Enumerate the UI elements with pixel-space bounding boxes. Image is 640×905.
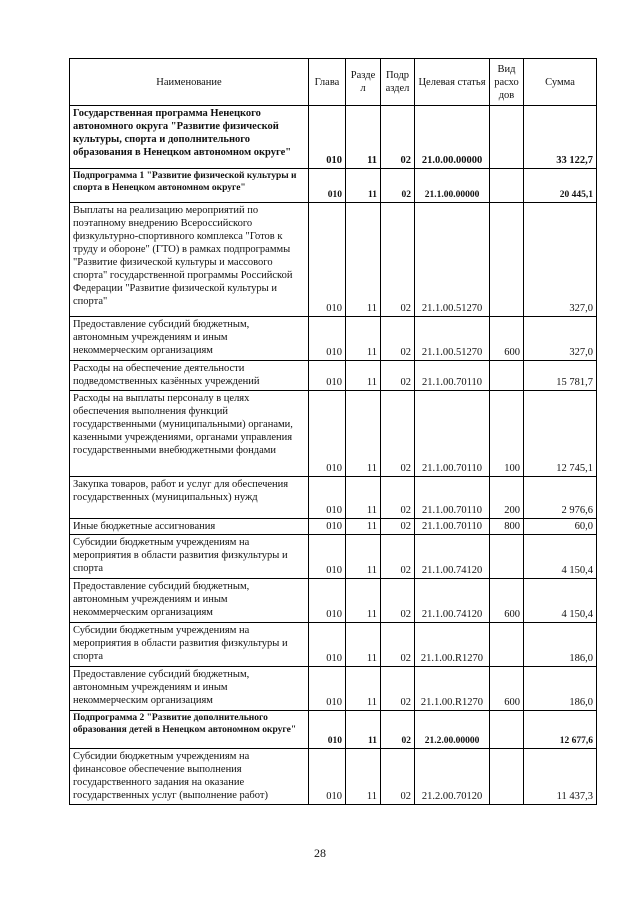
row-podrazdel: 02: [381, 667, 415, 711]
row-name: Субсидии бюджетным учреждениям на финансовое обеспечение выполнения государственного задания на оказание государственных услуг (выполнение работ): [70, 749, 309, 805]
row-name: Предоставление субсидий бюджетным, автономным учреждениям и иным некоммерческим организациям: [70, 667, 309, 711]
table-row: [70, 477, 597, 519]
row-summa: 15 781,7: [524, 361, 597, 391]
row-statya: 21.1.00.70110: [415, 361, 490, 391]
row-razdel: 11: [346, 106, 381, 169]
row-podrazdel: 02: [381, 361, 415, 391]
row-summa: 20 445,1: [524, 169, 597, 203]
row-podrazdel: 02: [381, 169, 415, 203]
row-podrazdel: 02: [381, 106, 415, 169]
row-name: Закупка товаров, работ и услуг для обеспечения государственных (муниципальных) нужд: [70, 477, 309, 519]
table-row: [70, 623, 597, 667]
row-vid: 100: [490, 391, 524, 477]
row-name: Субсидии бюджетным учреждениям на мероприятия в области развития физкультуры и спорта: [70, 535, 309, 579]
row-name: Выплаты на реализацию мероприятий по поэтапному внедрению Всероссийского физкультурно-спортивного комплекса "Готов к труду и обороне" (ГТО) в рамках подпрограммы "Развитие физической культуры и массового спорта" государственной программы Российской Федерации "Развитие физической культуры и спорта": [70, 203, 309, 317]
row-vid: 600: [490, 667, 524, 711]
header-summa: Сумма: [524, 59, 597, 106]
row-vid: [490, 749, 524, 805]
row-glava: 010: [309, 203, 346, 317]
row-razdel: 11: [346, 535, 381, 579]
table-row: [70, 106, 597, 169]
header-glava: Глава: [309, 59, 346, 106]
row-name: Расходы на обеспечение деятельности подведомственных казённых учреждений: [70, 361, 309, 391]
row-statya: 21.1.00.70110: [415, 391, 490, 477]
row-glava: 010: [309, 579, 346, 623]
header-razdel: Разде л: [346, 59, 381, 106]
row-glava: 010: [309, 477, 346, 519]
table-row: [70, 519, 597, 535]
row-razdel: 11: [346, 169, 381, 203]
row-summa: 4 150,4: [524, 579, 597, 623]
budget-table: [69, 58, 597, 805]
row-summa: 327,0: [524, 203, 597, 317]
row-statya: 21.0.00.00000: [415, 106, 490, 169]
row-statya: 21.2.00.00000: [415, 711, 490, 749]
page-number: 28: [314, 846, 326, 860]
row-summa: 186,0: [524, 623, 597, 667]
row-razdel: 11: [346, 623, 381, 667]
table-row: [70, 667, 597, 711]
row-statya: 21.1.00.70110: [415, 477, 490, 519]
row-podrazdel: 02: [381, 579, 415, 623]
row-summa: 4 150,4: [524, 535, 597, 579]
row-name: Иные бюджетные ассигнования: [70, 519, 309, 535]
row-name: Предоставление субсидий бюджетным, автономным учреждениям и иным некоммерческим организациям: [70, 579, 309, 623]
row-razdel: 11: [346, 203, 381, 317]
row-razdel: 11: [346, 361, 381, 391]
row-vid: 200: [490, 477, 524, 519]
row-podrazdel: 02: [381, 391, 415, 477]
row-summa: 2 976,6: [524, 477, 597, 519]
row-glava: 010: [309, 749, 346, 805]
row-glava: 010: [309, 667, 346, 711]
row-podrazdel: 02: [381, 203, 415, 317]
row-razdel: 11: [346, 711, 381, 749]
row-razdel: 11: [346, 317, 381, 361]
row-glava: 010: [309, 623, 346, 667]
row-glava: 010: [309, 519, 346, 535]
row-name: Подпрограмма 2 "Развитие дополнительного образования детей в Ненецком автономном округе": [70, 711, 309, 749]
table-row: [70, 317, 597, 361]
row-razdel: 11: [346, 477, 381, 519]
row-vid: [490, 535, 524, 579]
row-podrazdel: 02: [381, 711, 415, 749]
row-summa: 11 437,3: [524, 749, 597, 805]
header-podrazdel: Подр аздел: [381, 59, 415, 106]
row-vid: 600: [490, 579, 524, 623]
header-name: Наименование: [70, 59, 309, 106]
row-vid: [490, 203, 524, 317]
row-vid: [490, 623, 524, 667]
row-summa: 12 745,1: [524, 391, 597, 477]
row-statya: 21.1.00.00000: [415, 169, 490, 203]
row-razdel: 11: [346, 749, 381, 805]
row-name: Подпрограмма 1 "Развитие физической культуры и спорта в Ненецком автономном округе": [70, 169, 309, 203]
row-summa: 327,0: [524, 317, 597, 361]
row-glava: 010: [309, 169, 346, 203]
row-vid: [490, 361, 524, 391]
row-statya: 21.1.00.R1270: [415, 623, 490, 667]
table-row: [70, 169, 597, 203]
row-razdel: 11: [346, 519, 381, 535]
row-podrazdel: 02: [381, 623, 415, 667]
row-statya: 21.1.00.51270: [415, 203, 490, 317]
row-name: Государственная программа Ненецкого автономного округа "Развитие физической культуры, спорта и дополнительного образования в Ненецком автономном округе": [70, 106, 309, 169]
row-name: Расходы на выплаты персоналу в целях обеспечения выполнения функций государственными (муниципальными) органами, казенными учреждениями, органами управления государственными внебюджетными фондами: [70, 391, 309, 477]
row-statya: 21.1.00.74120: [415, 535, 490, 579]
row-glava: 010: [309, 361, 346, 391]
row-summa: 12 677,6: [524, 711, 597, 749]
row-glava: 010: [309, 317, 346, 361]
row-podrazdel: 02: [381, 477, 415, 519]
table-row: [70, 535, 597, 579]
row-vid: [490, 711, 524, 749]
row-podrazdel: 02: [381, 317, 415, 361]
row-summa: 186,0: [524, 667, 597, 711]
table-row: [70, 749, 597, 805]
table-row: [70, 711, 597, 749]
table-row: [70, 203, 597, 317]
row-statya: 21.1.00.R1270: [415, 667, 490, 711]
row-podrazdel: 02: [381, 535, 415, 579]
row-vid: 800: [490, 519, 524, 535]
header-vid: Вид расхо дов: [490, 59, 524, 106]
row-statya: 21.2.00.70120: [415, 749, 490, 805]
row-vid: [490, 169, 524, 203]
row-statya: 21.1.00.51270: [415, 317, 490, 361]
table-row: [70, 391, 597, 477]
row-glava: 010: [309, 106, 346, 169]
row-podrazdel: 02: [381, 519, 415, 535]
row-name: Субсидии бюджетным учреждениям на мероприятия в области развития физкультуры и спорта: [70, 623, 309, 667]
row-glava: 010: [309, 711, 346, 749]
table-row: [70, 361, 597, 391]
row-glava: 010: [309, 391, 346, 477]
row-statya: 21.1.00.74120: [415, 579, 490, 623]
row-statya: 21.1.00.70110: [415, 519, 490, 535]
row-vid: 600: [490, 317, 524, 361]
row-glava: 010: [309, 535, 346, 579]
row-name: Предоставление субсидий бюджетным, автономным учреждениям и иным некоммерческим организациям: [70, 317, 309, 361]
header-row: [70, 59, 597, 106]
table-row: [70, 579, 597, 623]
row-razdel: 11: [346, 579, 381, 623]
header-statya: Целевая статья: [415, 59, 490, 106]
row-summa: 60,0: [524, 519, 597, 535]
row-podrazdel: 02: [381, 749, 415, 805]
row-razdel: 11: [346, 667, 381, 711]
row-razdel: 11: [346, 391, 381, 477]
row-vid: [490, 106, 524, 169]
row-summa: 33 122,7: [524, 106, 597, 169]
